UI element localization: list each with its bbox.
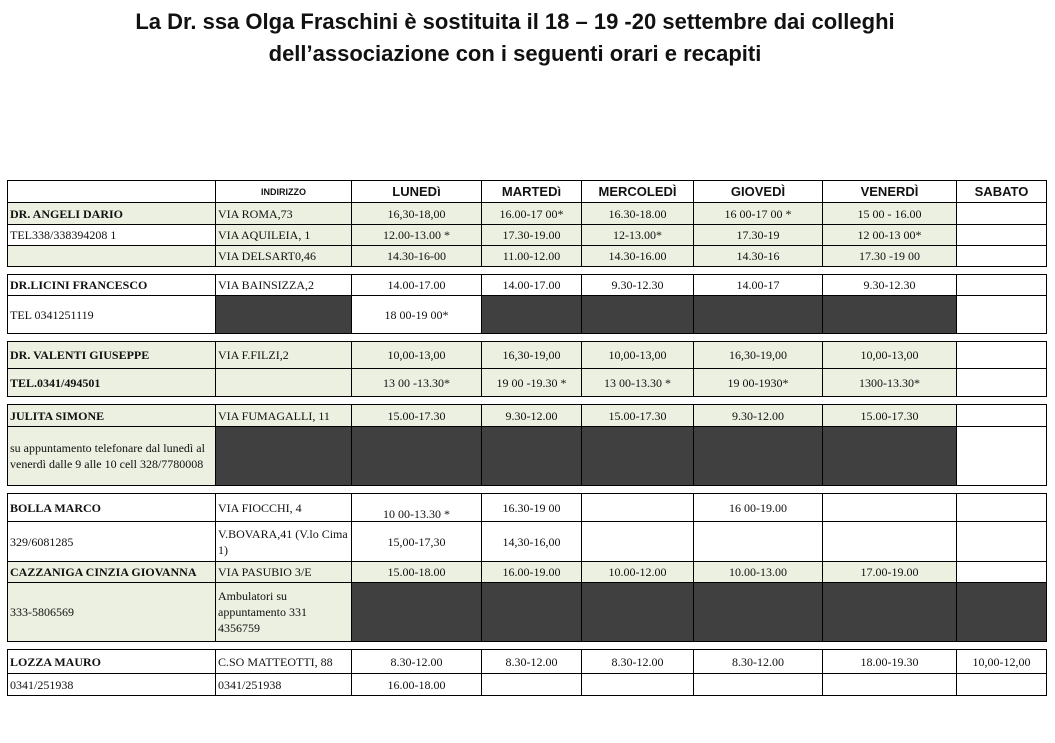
hours-martedi: 8.30-12.00 — [482, 650, 582, 674]
hours-sabato — [957, 427, 1047, 486]
hours-lunedi: 13 00 -13.30* — [352, 369, 482, 397]
hours-lunedi: 15.00-17.30 — [352, 405, 482, 427]
hours-venerdi: 12 00-13 00* — [823, 225, 957, 246]
hours-giovedi: 14.00-17 — [694, 275, 823, 296]
hours-sabato — [957, 405, 1047, 427]
hours-martedi: 14,30-16,00 — [482, 522, 582, 562]
hours-martedi: 16.00-17 00* — [482, 203, 582, 225]
hours-lunedi: 16,30-18,00 — [352, 203, 482, 225]
hours-venerdi: 18.00-19.30 — [823, 650, 957, 674]
hours-giovedi — [694, 674, 823, 696]
hours-lunedi: 10 00-13.30 * — [352, 494, 482, 522]
hours-mercoledi — [582, 494, 694, 522]
separator-row — [8, 397, 1047, 405]
blocked-cell — [482, 296, 582, 334]
hours-mercoledi: 12-13.00* — [582, 225, 694, 246]
hours-martedi: 14.00-17.00 — [482, 275, 582, 296]
address-cell: VIA FIOCCHI, 4 — [216, 494, 352, 522]
doctor-phone: TEL338/338394208 1 — [8, 225, 216, 246]
blocked-cell — [582, 583, 694, 642]
hours-martedi: 16.30-19 00 — [482, 494, 582, 522]
hours-giovedi: 16,30-19,00 — [694, 342, 823, 369]
blocked-cell — [957, 583, 1047, 642]
page-title — [0, 6, 1030, 70]
hours-giovedi: 16 00-19.00 — [694, 494, 823, 522]
separator-row — [8, 334, 1047, 342]
hours-sabato — [957, 674, 1047, 696]
hours-mercoledi — [582, 522, 694, 562]
blocked-cell — [694, 583, 823, 642]
hours-mercoledi: 16.30-18.00 — [582, 203, 694, 225]
header-sabato: SABATO — [957, 181, 1047, 203]
table-row — [8, 562, 1047, 583]
hours-sabato — [957, 369, 1047, 397]
hours-mercoledi: 14.30-16.00 — [582, 246, 694, 267]
hours-giovedi: 16 00-17 00 * — [694, 203, 823, 225]
hours-sabato — [957, 522, 1047, 562]
hours-martedi: 9.30-12.00 — [482, 405, 582, 427]
table-row — [8, 342, 1047, 369]
hours-venerdi: 1300-13.30* — [823, 369, 957, 397]
table-row — [8, 203, 1047, 225]
table-row — [8, 296, 1047, 334]
hours-lunedi: 15.00-18.00 — [352, 562, 482, 583]
address-cell: VIA ROMA,73 — [216, 203, 352, 225]
doctor-name: DR. VALENTI GIUSEPPE — [8, 342, 216, 369]
header-indirizzo: INDIRIZZO — [216, 181, 352, 203]
hours-sabato — [957, 275, 1047, 296]
hours-giovedi: 9.30-12.00 — [694, 405, 823, 427]
doctor-name: DR. ANGELI DARIO — [8, 203, 216, 225]
hours-sabato — [957, 494, 1047, 522]
table-row — [8, 246, 1047, 267]
table-row — [8, 650, 1047, 674]
hours-mercoledi: 13 00-13.30 * — [582, 369, 694, 397]
hours-lunedi: 15,00-17,30 — [352, 522, 482, 562]
table-row — [8, 427, 1047, 486]
hours-lunedi: 18 00-19 00* — [352, 296, 482, 334]
hours-martedi: 16.00-19.00 — [482, 562, 582, 583]
hours-sabato — [957, 225, 1047, 246]
address-cell: VIA DELSART0,46 — [216, 246, 352, 267]
blocked-cell — [823, 296, 957, 334]
header-venerdi: VENERDÌ — [823, 181, 957, 203]
hours-mercoledi: 9.30-12.30 — [582, 275, 694, 296]
separator-row — [8, 267, 1047, 275]
doctor-name: JULITA SIMONE — [8, 405, 216, 427]
blocked-cell — [823, 427, 957, 486]
address-cell: V.BOVARA,41 (V.lo Cima 1) — [216, 522, 352, 562]
hours-martedi — [482, 674, 582, 696]
hours-sabato — [957, 203, 1047, 225]
blocked-cell — [823, 583, 957, 642]
doctor-phone: TEL.0341/494501 — [8, 369, 216, 397]
hours-lunedi: 12.00-13.00 * — [352, 225, 482, 246]
address-cell: Ambulatori su appuntamento 331 4356759 — [216, 583, 352, 642]
separator-row — [8, 486, 1047, 494]
hours-giovedi: 10.00-13.00 — [694, 562, 823, 583]
address-cell: VIA FUMAGALLI, 11 — [216, 405, 352, 427]
blocked-cell — [352, 427, 482, 486]
doctor-phone: 333-5806569 — [8, 583, 216, 642]
blocked-cell — [482, 583, 582, 642]
hours-sabato — [957, 562, 1047, 583]
table-row — [8, 405, 1047, 427]
doctor-phone: 0341/251938 — [8, 674, 216, 696]
blocked-cell — [694, 427, 823, 486]
hours-giovedi: 8.30-12.00 — [694, 650, 823, 674]
hours-martedi: 11.00-12.00 — [482, 246, 582, 267]
hours-venerdi — [823, 522, 957, 562]
blocked-cell — [582, 296, 694, 334]
blocked-cell — [482, 427, 582, 486]
hours-mercoledi: 8.30-12.00 — [582, 650, 694, 674]
hours-sabato — [957, 246, 1047, 267]
table-row — [8, 674, 1047, 696]
hours-sabato — [957, 296, 1047, 334]
hours-lunedi: 8.30-12.00 — [352, 650, 482, 674]
address-cell: VIA BAINSIZZA,2 — [216, 275, 352, 296]
hours-venerdi: 17.00-19.00 — [823, 562, 957, 583]
header-martedi: MARTEDì — [482, 181, 582, 203]
title-line-1: La Dr. ssa Olga Fraschini è sostituita il 18 – 19 -20 settembre dai colleghi — [135, 9, 895, 34]
table-row — [8, 369, 1047, 397]
hours-venerdi: 17.30 -19 00 — [823, 246, 957, 267]
doctor-name: DR.LICINI FRANCESCO — [8, 275, 216, 296]
hours-lunedi: 10,00-13,00 — [352, 342, 482, 369]
address-cell: 0341/251938 — [216, 674, 352, 696]
header-row — [8, 181, 1047, 203]
table-row — [8, 522, 1047, 562]
doctor-name: BOLLA MARCO — [8, 494, 216, 522]
hours-sabato: 10,00-12,00 — [957, 650, 1047, 674]
schedule-table — [7, 180, 1047, 696]
blocked-cell — [216, 427, 352, 486]
hours-giovedi: 17.30-19 — [694, 225, 823, 246]
hours-lunedi: 14.30-16-00 — [352, 246, 482, 267]
table-row — [8, 225, 1047, 246]
hours-giovedi — [694, 522, 823, 562]
hours-mercoledi: 15.00-17.30 — [582, 405, 694, 427]
hours-sabato — [957, 342, 1047, 369]
table-row — [8, 275, 1047, 296]
empty-cell — [216, 369, 352, 397]
address-cell: VIA AQUILEIA, 1 — [216, 225, 352, 246]
address-cell: VIA F.FILZI,2 — [216, 342, 352, 369]
doctor-phone: TEL 0341251119 — [8, 296, 216, 334]
header-mercoledi: MERCOLEDÌ — [582, 181, 694, 203]
table-row — [8, 583, 1047, 642]
blocked-cell — [216, 296, 352, 334]
hours-mercoledi — [582, 674, 694, 696]
appointment-note: su appuntamento telefonare dal lunedì al venerdì dalle 9 alle 10 cell 328/7780008 — [8, 427, 216, 486]
hours-martedi: 16,30-19,00 — [482, 342, 582, 369]
hours-martedi: 17.30-19.00 — [482, 225, 582, 246]
hours-venerdi: 10,00-13,00 — [823, 342, 957, 369]
hours-venerdi: 15 00 - 16.00 — [823, 203, 957, 225]
blocked-cell — [582, 427, 694, 486]
hours-mercoledi: 10,00-13,00 — [582, 342, 694, 369]
empty-cell — [8, 246, 216, 267]
hours-venerdi: 15.00-17.30 — [823, 405, 957, 427]
blocked-cell — [694, 296, 823, 334]
table-row — [8, 494, 1047, 522]
separator-row — [8, 642, 1047, 650]
hours-venerdi — [823, 494, 957, 522]
header-lunedi: LUNEDì — [352, 181, 482, 203]
doctor-name: LOZZA MAURO — [8, 650, 216, 674]
address-cell: C.SO MATTEOTTI, 88 — [216, 650, 352, 674]
hours-venerdi — [823, 674, 957, 696]
hours-lunedi: 14.00-17.00 — [352, 275, 482, 296]
hours-giovedi: 14.30-16 — [694, 246, 823, 267]
doctor-name: CAZZANIGA CINZIA GIOVANNA — [8, 562, 216, 583]
hours-lunedi: 16.00-18.00 — [352, 674, 482, 696]
hours-giovedi: 19 00-1930* — [694, 369, 823, 397]
address-cell: VIA PASUBIO 3/E — [216, 562, 352, 583]
doctor-phone: 329/6081285 — [8, 522, 216, 562]
blocked-cell — [352, 583, 482, 642]
hours-venerdi: 9.30-12.30 — [823, 275, 957, 296]
hours-martedi: 19 00 -19.30 * — [482, 369, 582, 397]
header-giovedi: GIOVEDÌ — [694, 181, 823, 203]
header-empty — [8, 181, 216, 203]
title-line-2: dell’associazione con i seguenti orari e recapiti — [268, 41, 762, 66]
hours-mercoledi: 10.00-12.00 — [582, 562, 694, 583]
